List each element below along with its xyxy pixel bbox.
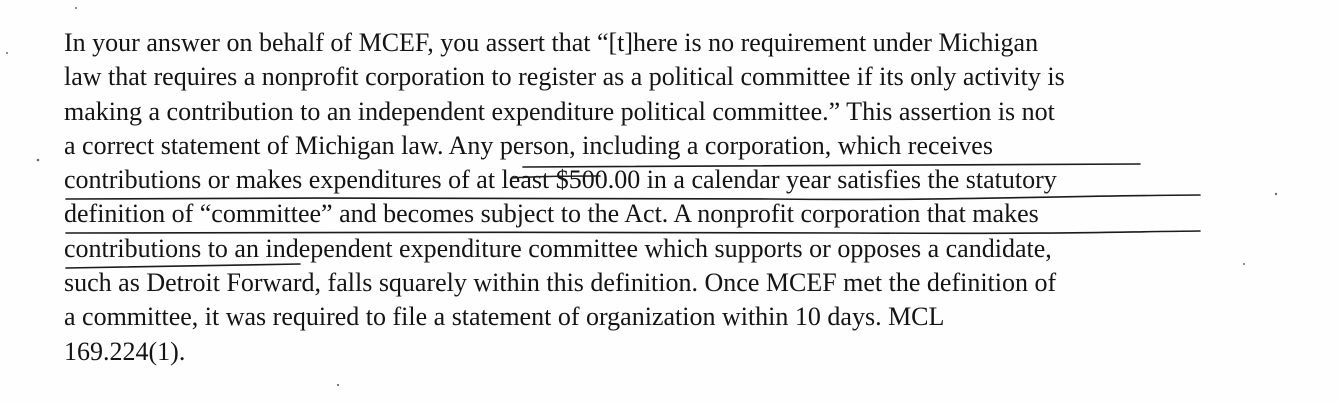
scan-speck [337,384,339,386]
underline-mark [66,195,1200,199]
text-line: a committee, it was required to file a statement of organization within 10 days. MCL [64,302,945,332]
text-line: contributions to an independent expenditure committee which supports or opposes a candidate, [64,233,1052,263]
scan-speck [1243,263,1245,265]
scan-speck [6,52,8,54]
text-line: making a contribution to an independent expenditure political committee.” This assertion is not [64,96,1055,126]
text-line: In your answer on behalf of MCEF, you assert that “[t]here is no requirement under Michigan [64,28,1039,57]
scan-speck [1275,193,1277,195]
underline-mark [523,164,1140,167]
text-line: a correct statement of Michigan law. Any person, including a corporation, which receives [64,130,993,160]
underline-mark [66,231,1200,233]
text-line: such as Detroit Forward, falls squarely within this definition. Once MCEF met the definition of [64,268,1057,298]
scan-speck [37,159,40,162]
scan-speck [75,7,77,9]
text-line: law that requires a nonprofit corporation to register as a political committee if its only activity is [64,62,1065,92]
text-line: contributions or makes expenditures of at least $500.00 in a calendar year satisfies the statutory [64,165,1057,195]
text-line: definition of “committee” and becomes subject to the Act. A nonprofit corporation that makes [64,199,1039,229]
underline-mark [66,264,300,268]
text-line: 169.224(1). [64,336,186,366]
underline-mark [512,176,600,178]
